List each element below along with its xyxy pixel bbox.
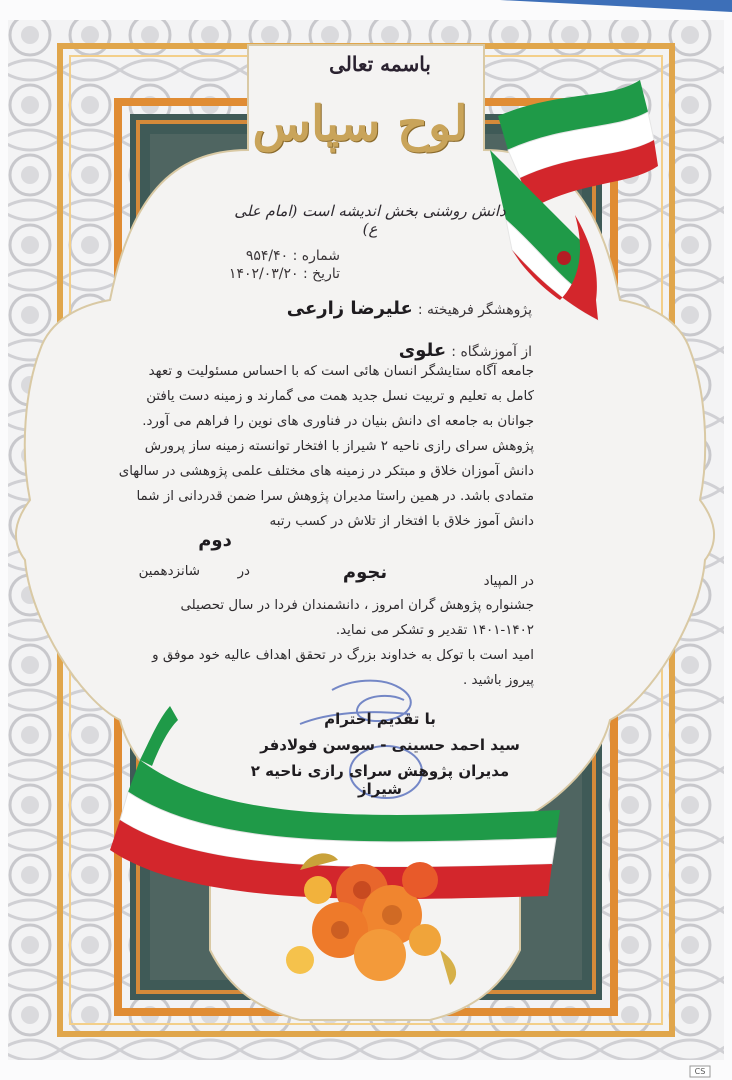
recipient-label: پژوهشگر فرهیخته : <box>417 302 532 318</box>
signatories: سید احمد حسینی - سوسن فولادفر <box>260 736 520 754</box>
office: مدیران پژوهش سرای رازی ناحیه ۲ شیراز <box>250 762 510 798</box>
rank-word: دوم <box>198 530 232 551</box>
recipient-row <box>280 298 532 319</box>
field-name: نجوم <box>342 562 388 583</box>
quote: دانش روشنی بخش اندیشه است (امام علی ع) <box>234 202 506 238</box>
body-line-13: پیروز باشید . <box>463 673 534 688</box>
body-line-1: جامعه آگاه ستایشگر انسان هائی است که با احساس مسئولیت و تعهد <box>148 364 534 379</box>
body-line-8: در <box>237 564 250 579</box>
certificate-title: لوح سپاس <box>252 96 468 152</box>
number-value: ۹۵۴/۴۰ <box>245 248 289 264</box>
date-label: تاریخ : <box>302 266 340 282</box>
scan-mark: CS <box>694 1067 706 1076</box>
body-line-7: دانش آموز خلاق با افتخار از تلاش در کسب رتبه <box>269 514 534 529</box>
school-label: از آموزشگاه : <box>451 344 532 360</box>
body-line-11: ۱۴۰۱-۱۴۰۲ تقدیر و تشکر می نماید. <box>335 623 534 638</box>
body-line-12: امید است با توکل به خداوند بزرگ در تحقق اهداف عالیه خود موفق و <box>152 648 534 663</box>
body-line-9: در المپیاد <box>483 574 534 589</box>
date-value: ۱۴۰۲/۰۳/۲۰ <box>228 266 299 282</box>
date-row <box>180 266 340 282</box>
closing: با تقدیم احترام <box>324 710 436 728</box>
school-name: علوی <box>398 340 447 361</box>
body-line-4: پژوهش سرای رازی ناحیه ۲ شیراز با افتخار توانسته زمینه ساز پرورش <box>144 439 534 454</box>
number-row <box>180 248 340 264</box>
body-line-6: متمادی باشد. در همین راستا مدیران پژوهش سرا ضمن قدردانی از شما <box>136 489 534 504</box>
edition-word: شانزدهمین <box>138 564 200 579</box>
body-line-3: جوانان به جامعه ای دانش بنیان در فناوری های نوین را فراهم می آورد. <box>142 414 534 429</box>
basmala: باسمه تعالی <box>329 52 431 76</box>
recipient-name: علیرضا زارعی <box>286 298 413 319</box>
school-row <box>380 340 532 361</box>
number-label: شماره : <box>292 248 340 264</box>
body-line-5: دانش آموزان خلاق و مبتکر در زمینه های مختلف علمی پژوهشی در سالهای <box>118 464 534 479</box>
body-line-10: جشنواره پژوهش گران امروز ، دانشمندان فردا در سال تحصیلی <box>180 598 534 613</box>
body-line-2: کامل به تعلیم و تربیت نسل جدید همت می گمارند و زمینه دست یافتن <box>146 389 534 404</box>
